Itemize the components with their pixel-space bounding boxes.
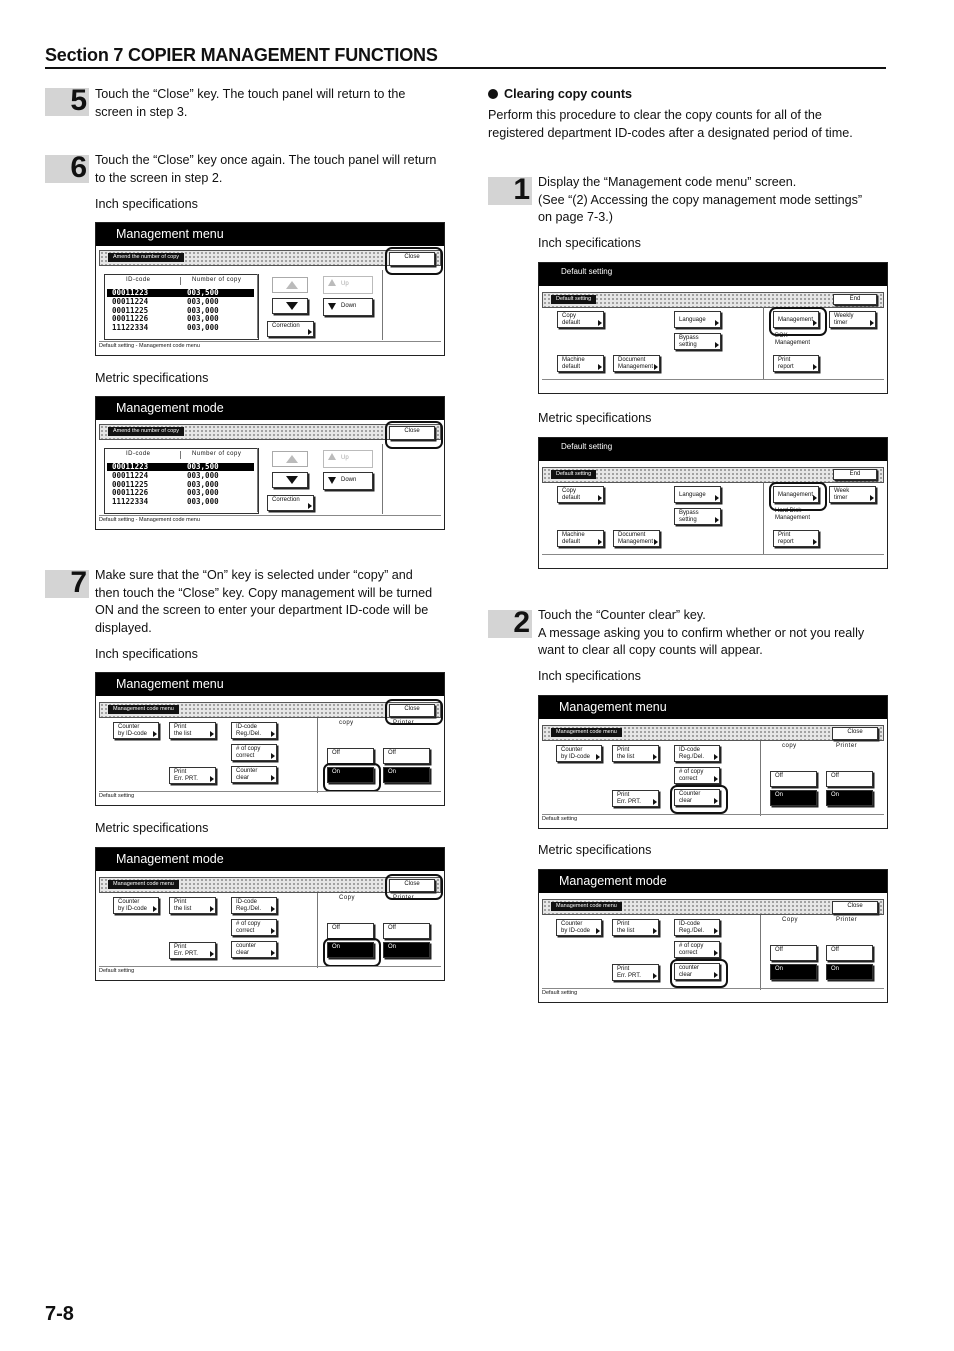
print-list-button[interactable]: Print the list (612, 745, 659, 762)
arrow-icon (714, 950, 718, 956)
print-err-prt-button[interactable]: Print Err. PRT. (612, 790, 659, 807)
id-code-cell: 00011224 (112, 296, 149, 306)
copy-label: Copy (339, 895, 356, 901)
close-button[interactable]: Close (389, 252, 435, 266)
highlight-ring (769, 307, 827, 336)
highlight-ring (769, 482, 827, 511)
machine-default-button[interactable]: Machine default (557, 355, 604, 372)
screen-footer: Default setting (542, 814, 884, 822)
screen-tag: Default setting (551, 470, 596, 479)
print-list-button[interactable]: Print the list (612, 919, 659, 936)
counter-by-id-button[interactable]: Counter by ID-code (556, 919, 602, 936)
print-err-prt-button[interactable]: Print Err. PRT. (169, 767, 216, 784)
divider (317, 893, 318, 968)
divider (763, 482, 764, 554)
copy-correct-button[interactable]: # of copy correct (231, 919, 277, 936)
arrow-icon (308, 503, 312, 509)
step-2-text: Touch the “Counter clear” key. A message asking you to confirm whether or not you really want to clear all copy counts will appear. (538, 608, 865, 657)
arrow-icon (210, 731, 214, 737)
arrow-icon (210, 906, 214, 912)
copy-off-button[interactable]: Off (327, 748, 374, 764)
screen-default-setting (538, 437, 888, 569)
column-header-id: ID-code (126, 277, 151, 283)
arrow-icon (596, 754, 600, 760)
close-button[interactable]: Close (389, 704, 435, 717)
screen-footer (542, 554, 884, 556)
step-7-badge: 7 (45, 570, 89, 598)
screen-title: Management mode (96, 397, 444, 420)
metric-spec-label: Metric specifications (538, 843, 652, 857)
arrow-icon (308, 329, 312, 335)
up-button[interactable] (323, 450, 373, 468)
print-report-button[interactable]: Print report (773, 530, 819, 547)
printer-label: Printer (836, 743, 858, 749)
screen-footer: Default setting (542, 988, 884, 996)
copy-default-button[interactable]: Copy default (557, 486, 604, 503)
screen-tag: Management code menu (551, 728, 622, 737)
down-triangle-icon (328, 477, 336, 484)
id-code-cell: 11122334 (112, 497, 149, 507)
counter-by-id-button[interactable]: Counter by ID-code (556, 745, 602, 762)
document-management-button[interactable]: Document Management (613, 355, 660, 372)
down-label: Down (341, 303, 357, 309)
highlight-ring (385, 699, 443, 725)
copy-count-cell: 003,000 (187, 497, 219, 507)
inch-spec-label: Inch specifications (95, 197, 198, 211)
id-code-cell: 00011223 (112, 288, 149, 297)
end-button[interactable]: End (833, 469, 877, 480)
down-label: Down (341, 477, 357, 483)
highlight-ring (385, 874, 443, 900)
arrow-icon (271, 731, 275, 737)
screen-amend-number-of-copy (95, 222, 445, 356)
arrow-icon (271, 950, 275, 956)
highlight-ring (323, 763, 381, 792)
screen-title: Management menu (96, 223, 444, 246)
bullet-dot-icon (488, 89, 498, 99)
metric-spec-label: Metric specifications (538, 411, 652, 425)
screen-amend-number-of-copy (95, 396, 445, 530)
arrow-icon (714, 754, 718, 760)
divider (317, 718, 318, 793)
copy-count-cell: 003,000 (187, 479, 219, 489)
screen-title: Management menu (539, 696, 887, 719)
print-err-prt-button[interactable]: Print Err. PRT. (612, 964, 659, 981)
id-code-cell: 00011224 (112, 470, 149, 480)
print-list-button[interactable]: Print the list (169, 722, 216, 739)
arrow-icon (153, 731, 157, 737)
step-5-text: Touch the “Close” key. The touch panel will return to the screen in step 3. (95, 87, 406, 119)
screen-tag: Management code menu (551, 902, 622, 911)
print-list-button[interactable]: Print the list (169, 897, 216, 914)
screen-tag: Default setting (551, 295, 596, 304)
step-1-text: Display the “Management code menu” screen. (See “(2) Accessing the copy management mode settings” on page 7-3.) (538, 175, 863, 224)
arrow-icon (714, 776, 718, 782)
box-management-label[interactable]: BOX Management (775, 333, 811, 346)
screen-title: Default setting (539, 263, 887, 286)
table-row[interactable] (107, 307, 254, 315)
screen-management-code-menu (95, 847, 445, 981)
arrow-icon (598, 539, 602, 545)
copy-off-button[interactable]: Off (770, 771, 817, 787)
copy-off-button[interactable]: Off (327, 923, 374, 939)
arrow-icon (654, 539, 658, 545)
step-5-badge: 5 (45, 88, 89, 116)
bypass-setting-button[interactable]: Bypass setting (674, 508, 721, 525)
highlight-ring (385, 421, 443, 449)
down-triangle-icon (328, 303, 336, 310)
copy-on-button[interactable]: On (327, 767, 374, 783)
divider (760, 915, 761, 990)
copy-on-button[interactable]: On (770, 790, 817, 806)
printer-label: Printer (836, 917, 858, 923)
step-7-text: Make sure that the “On” key is selected under “copy” and then touch the “Close” key. Copy management will be turned ON and the screen to enter your department ID-code will be displayed. (95, 568, 433, 635)
arrow-icon (653, 973, 657, 979)
copy-count-cell: 003,000 (187, 314, 219, 324)
arrow-icon (870, 495, 874, 501)
copy-correct-button[interactable]: # of copy correct (231, 744, 277, 761)
id-code-cell: 00011226 (112, 488, 149, 498)
table-row[interactable] (107, 489, 254, 497)
language-button[interactable]: Language (674, 486, 721, 503)
screen-title: Management menu (96, 673, 444, 696)
printer-on-button[interactable]: On (383, 942, 430, 958)
counter-by-id-button[interactable]: Counter by ID-code (113, 897, 159, 914)
weekly-timer-button[interactable]: Week timer (829, 486, 876, 503)
copy-on-button[interactable]: On (770, 964, 817, 980)
scroll-up-arrow-button[interactable] (272, 277, 308, 293)
copy-count-cell: 003,500 (187, 288, 219, 297)
screen-tag: Amend the number of copy (108, 253, 184, 262)
table-row[interactable] (107, 481, 254, 489)
copy-count-cell: 003,000 (187, 305, 219, 315)
id-code-reg-del-button[interactable]: ID-code Reg./Del. (674, 745, 720, 762)
inch-spec-label: Inch specifications (538, 236, 641, 250)
printer-off-button[interactable]: Off (826, 771, 873, 787)
counter-clear-button[interactable]: Counter clear (674, 789, 720, 806)
id-code-cell: 00011223 (112, 462, 149, 471)
screen-management-code-menu (538, 695, 888, 829)
metric-spec-label: Metric specifications (95, 371, 209, 385)
printer-off-button[interactable]: Off (383, 748, 430, 764)
arrow-icon (870, 320, 874, 326)
counter-clear-button[interactable]: Counter clear (231, 766, 277, 783)
step-2-badge: 2 (488, 610, 532, 638)
print-report-button[interactable]: Print report (773, 355, 819, 372)
up-triangle-icon (286, 281, 298, 289)
arrow-icon (715, 320, 719, 326)
copy-label: copy (339, 720, 354, 726)
copy-count-cell: 003,000 (187, 488, 219, 498)
table-row[interactable] (107, 289, 254, 297)
id-code-cell: 00011226 (112, 314, 149, 324)
document-management-button[interactable]: Document Management (613, 530, 660, 547)
printer-off-button[interactable]: Off (826, 945, 873, 961)
screen-title: Default setting (539, 438, 887, 461)
screen-footer (542, 379, 884, 381)
column-header-id: ID-code (126, 451, 151, 457)
step-6-text: Touch the “Close” key once again. The touch panel will return to the screen in step 2. (95, 153, 437, 185)
table-row[interactable] (107, 463, 254, 471)
close-button[interactable]: Close (389, 879, 435, 892)
divider (760, 741, 761, 816)
screen-management-code-menu (538, 869, 888, 1003)
counter-clear-button[interactable]: counter clear (231, 941, 277, 958)
end-button[interactable]: End (833, 294, 877, 305)
language-button[interactable]: Language (674, 311, 721, 328)
copy-label: Copy (782, 917, 799, 923)
arrow-icon (653, 754, 657, 760)
scroll-down-arrow-button[interactable] (272, 298, 308, 314)
management-button[interactable]: Management (773, 311, 819, 328)
inch-spec-label: Inch specifications (538, 669, 641, 683)
correction-button[interactable]: Correction (267, 321, 314, 337)
step-6-badge: 6 (45, 155, 89, 183)
divider (257, 274, 258, 338)
bullet-heading: Clearing copy counts (488, 87, 632, 101)
counter-clear-button[interactable]: counter clear (674, 963, 720, 980)
up-button[interactable] (323, 276, 373, 294)
printer-off-button[interactable]: Off (383, 923, 430, 939)
screen-footer: Default setting - Management code menu (99, 515, 441, 523)
arrow-icon (210, 776, 214, 782)
arrow-icon (153, 906, 157, 912)
up-triangle-icon (328, 453, 336, 460)
id-code-cell: 11122334 (112, 323, 149, 333)
weekly-timer-button[interactable]: Weekly timer (829, 311, 876, 328)
step-1-badge: 1 (488, 177, 532, 205)
id-code-cell: 00011225 (112, 305, 149, 315)
copy-off-button[interactable]: Off (770, 945, 817, 961)
arrow-icon (271, 906, 275, 912)
print-err-prt-button[interactable]: Print Err. PRT. (169, 942, 216, 959)
copy-count-cell: 003,000 (187, 323, 219, 333)
screen-footer: Default setting (99, 966, 441, 974)
copy-count-cell: 003,000 (187, 470, 219, 480)
inch-spec-label: Inch specifications (95, 647, 198, 661)
screen-management-code-menu (95, 672, 445, 806)
screen-title: Management mode (539, 870, 887, 893)
screen-title: Management mode (96, 848, 444, 871)
id-code-reg-del-button[interactable]: ID-code Reg./Del. (674, 919, 720, 936)
close-button[interactable]: Close (832, 727, 878, 740)
table-row[interactable] (107, 298, 254, 306)
column-header-count: Number of copy (192, 277, 242, 283)
metric-spec-label: Metric specifications (95, 821, 209, 835)
copy-default-button[interactable]: Copy default (557, 311, 604, 328)
close-button[interactable]: Close (389, 426, 435, 440)
arrow-icon (714, 928, 718, 934)
arrow-icon (715, 517, 719, 523)
arrow-icon (271, 753, 275, 759)
copy-count-cell: 003,000 (187, 296, 219, 306)
arrow-icon (813, 539, 817, 545)
id-code-reg-del-button[interactable]: ID-code Reg./Del. (231, 897, 277, 914)
page-number: 7-8 (45, 1303, 74, 1325)
scroll-down-arrow-button[interactable] (272, 472, 308, 488)
table-row[interactable] (107, 472, 254, 480)
table-row[interactable] (107, 324, 254, 332)
arrow-icon (813, 364, 817, 370)
copy-label: copy (782, 743, 797, 749)
correction-button[interactable]: Correction (267, 495, 314, 511)
highlight-ring (670, 959, 728, 988)
up-triangle-icon (328, 279, 336, 286)
printer-on-button[interactable]: On (383, 767, 430, 783)
machine-default-button[interactable]: Machine default (557, 530, 604, 547)
id-code-reg-del-button[interactable]: ID-code Reg./Del. (231, 722, 277, 739)
divider (763, 307, 764, 379)
arrow-icon (598, 320, 602, 326)
up-triangle-icon (286, 455, 298, 463)
highlight-ring (670, 785, 728, 814)
copy-count-cell: 003,500 (187, 462, 219, 471)
screen-tag: Amend the number of copy (108, 427, 184, 436)
up-label: Up (341, 281, 349, 287)
copy-correct-button[interactable]: # of copy correct (674, 767, 720, 784)
divider (257, 448, 258, 512)
table-row[interactable] (107, 498, 254, 506)
highlight-ring (385, 247, 443, 275)
arrow-icon (653, 928, 657, 934)
section-title: Section 7 COPIER MANAGEMENT FUNCTIONS (45, 45, 438, 65)
intro-text: Perform this procedure to clear the copy counts for all of the registered department ID-codes after a designated period of time. (488, 108, 853, 140)
down-button[interactable] (323, 298, 373, 316)
printer-label: Printer (393, 895, 415, 901)
divider (382, 270, 383, 340)
screen-footer: Default setting (99, 791, 441, 799)
down-triangle-icon (286, 476, 298, 484)
counter-by-id-button[interactable]: Counter by ID-code (113, 722, 159, 739)
arrow-icon (271, 775, 275, 781)
header-rule (45, 67, 886, 69)
close-button[interactable]: Close (832, 901, 878, 914)
arrow-icon (210, 951, 214, 957)
box-management-label[interactable]: Hard Disk Management (775, 508, 811, 521)
screen-footer: Default setting - Management code menu (99, 341, 441, 349)
divider (382, 444, 383, 514)
screen-tag: Management code menu (108, 880, 179, 889)
management-button[interactable]: Management (773, 486, 819, 503)
up-label: Up (341, 455, 349, 461)
scroll-up-arrow-button[interactable] (272, 451, 308, 467)
table-row[interactable] (107, 315, 254, 323)
arrow-icon (654, 364, 658, 370)
column-header-count: Number of copy (192, 451, 242, 457)
id-code-cell: 00011225 (112, 479, 149, 489)
copy-correct-button[interactable]: # of copy correct (674, 941, 720, 958)
arrow-icon (596, 928, 600, 934)
arrow-icon (598, 364, 602, 370)
printer-label: Printer (393, 720, 415, 726)
highlight-ring (323, 938, 381, 967)
arrow-icon (271, 928, 275, 934)
arrow-icon (715, 342, 719, 348)
printer-on-button[interactable]: On (826, 964, 873, 980)
arrow-icon (598, 495, 602, 501)
down-triangle-icon (286, 302, 298, 310)
bypass-setting-button[interactable]: Bypass setting (674, 333, 721, 350)
screen-default-setting (538, 262, 888, 394)
printer-on-button[interactable]: On (826, 790, 873, 806)
arrow-icon (653, 799, 657, 805)
down-button[interactable] (323, 472, 373, 490)
copy-on-button[interactable]: On (327, 942, 374, 958)
arrow-icon (715, 495, 719, 501)
screen-tag: Management code menu (108, 705, 179, 714)
